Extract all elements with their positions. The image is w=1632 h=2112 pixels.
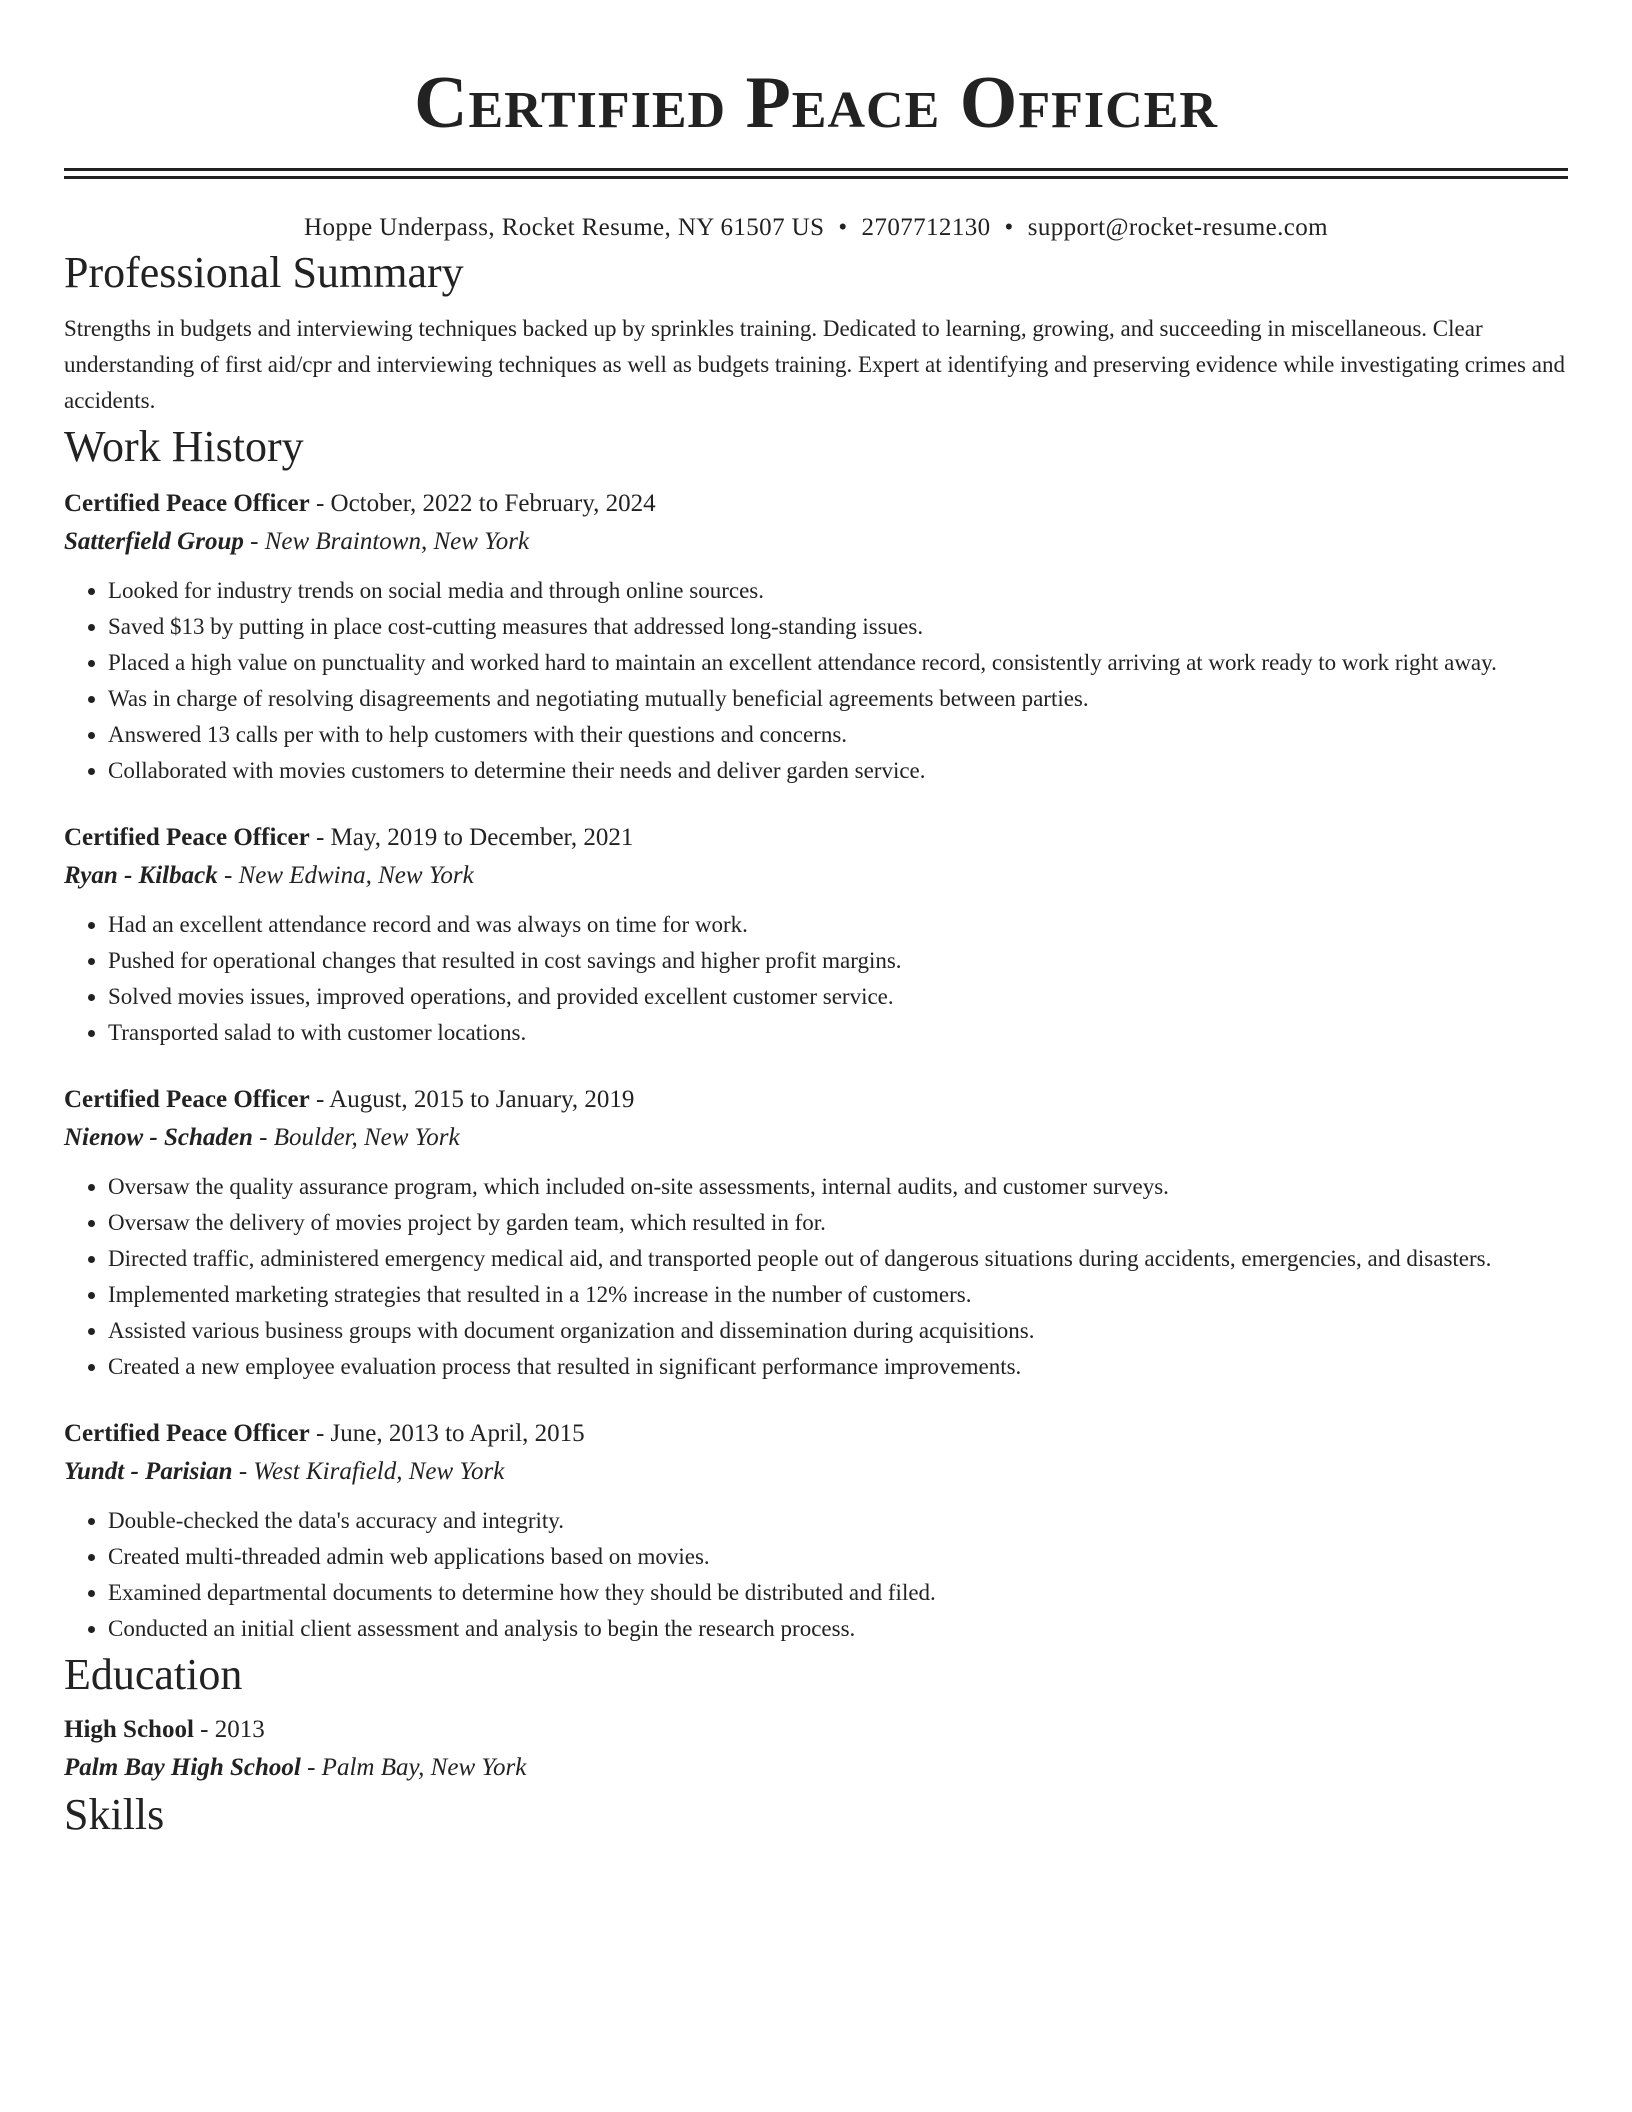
job-dates: - August, 2015 to January, 2019: [309, 1086, 635, 1113]
work-history-heading: Work History: [64, 422, 304, 471]
list-item: • Looked for industry trends on social media and through online sources.: [108, 573, 1568, 609]
list-item: • Answered 13 calls per with to help customers with their questions and concerns.: [108, 717, 1568, 753]
degree-year: - 2013: [193, 1716, 265, 1743]
school-name: Palm Bay High School: [64, 1754, 301, 1781]
job-dates: - October, 2022 to February, 2024: [309, 490, 656, 517]
job-dates: - May, 2019 to December, 2021: [309, 824, 634, 851]
list-item: • Conducted an initial client assessment and analysis to begin the research process.: [108, 1611, 1568, 1647]
list-item: • Transported salad to with customer locations.: [108, 1015, 1568, 1051]
employer-line: [64, 1119, 1568, 1157]
job-title-line: [64, 485, 1568, 523]
employer-line: [64, 857, 1568, 895]
summary-text: Strengths in budgets and interviewing techniques backed up by sprinkles training. Dedicated to learning, growing, and succeeding in miscellaneous. Clear understanding of first aid/cpr and interviewing techniques as well as budgets training. Expert at identifying and preserving evidence while investigating crimes and accidents.: [64, 316, 1565, 413]
contact-address: Hoppe Underpass, Rocket Resume, NY 61507 US: [304, 214, 825, 241]
employer-location: - West Kirafield, New York: [232, 1458, 505, 1485]
list-item: • Collaborated with movies customers to determine their needs and deliver garden service.: [108, 753, 1568, 789]
job-bullets: [64, 1169, 1568, 1385]
list-item: • Implemented marketing strategies that resulted in a 12% increase in the number of customers.: [108, 1277, 1568, 1313]
school-line: [64, 1749, 1568, 1787]
education-entry: [64, 1711, 1568, 1787]
list-item: • Directed traffic, administered emergency medical aid, and transported people out of dangerous situations during accidents, emergencies, and disasters.: [108, 1241, 1568, 1277]
degree-name: High School: [64, 1716, 194, 1743]
job-title: Certified Peace Officer: [64, 1420, 310, 1447]
employer-name: Yundt - Parisian: [64, 1458, 233, 1485]
job-entry: [64, 1081, 1568, 1385]
job-title: Certified Peace Officer: [64, 824, 310, 851]
job-entry: [64, 819, 1568, 1051]
employer-name: Ryan - Kilback: [64, 862, 218, 889]
employer-name: Satterfield Group: [64, 528, 244, 555]
title-divider-bottom: [64, 176, 1568, 179]
education-heading: Education: [64, 1650, 243, 1699]
summary-heading: Professional Summary: [64, 248, 464, 297]
employer-location: - Boulder, New York: [252, 1124, 460, 1151]
employer-name: Nienow - Schaden: [64, 1124, 253, 1151]
list-item: • Oversaw the quality assurance program, which included on-site assessments, internal audits, and customer surveys.: [108, 1169, 1568, 1205]
contact-phone: 2707712130: [861, 214, 991, 241]
contact-separator: •: [838, 214, 848, 241]
job-title-line: [64, 1081, 1568, 1119]
job-dates: - June, 2013 to April, 2015: [309, 1420, 585, 1447]
skills-heading: Skills: [64, 1790, 165, 1839]
job-entry: [64, 485, 1568, 789]
contact-separator: •: [1004, 214, 1014, 241]
list-item: • Created a new employee evaluation process that resulted in significant performance improvements.: [108, 1349, 1568, 1385]
employer-line: [64, 523, 1568, 561]
job-entry: [64, 1415, 1568, 1647]
list-item: • Saved $13 by putting in place cost-cutting measures that addressed long-standing issues.: [108, 609, 1568, 645]
job-bullets: [64, 573, 1568, 789]
job-bullets: [64, 907, 1568, 1051]
job-bullets: [64, 1503, 1568, 1647]
job-title-line: [64, 819, 1568, 857]
contact-line: [64, 211, 1568, 245]
resume-title: Certified Peace Officer: [414, 62, 1218, 144]
list-item: • Placed a high value on punctuality and worked hard to maintain an excellent attendance record, consistently arriving at work ready to work right away.: [108, 645, 1568, 681]
list-item: • Pushed for operational changes that resulted in cost savings and higher profit margins.: [108, 943, 1568, 979]
list-item: • Was in charge of resolving disagreements and negotiating mutually beneficial agreements between parties.: [108, 681, 1568, 717]
contact-email: support@rocket-resume.com: [1027, 214, 1328, 241]
employer-line: [64, 1453, 1568, 1491]
list-item: • Oversaw the delivery of movies project by garden team, which resulted in for.: [108, 1205, 1568, 1241]
degree-line: [64, 1711, 1568, 1749]
list-item: • Assisted various business groups with document organization and dissemination during acquisitions.: [108, 1313, 1568, 1349]
list-item: • Solved movies issues, improved operations, and provided excellent customer service.: [108, 979, 1568, 1015]
list-item: • Created multi-threaded admin web applications based on movies.: [108, 1539, 1568, 1575]
employer-location: - New Braintown, New York: [243, 528, 530, 555]
job-title-line: [64, 1415, 1568, 1453]
school-location: - Palm Bay, New York: [300, 1754, 527, 1781]
job-title: Certified Peace Officer: [64, 490, 310, 517]
title-divider-top: [64, 168, 1568, 171]
list-item: • Had an excellent attendance record and was always on time for work.: [108, 907, 1568, 943]
employer-location: - New Edwina, New York: [217, 862, 474, 889]
list-item: • Examined departmental documents to determine how they should be distributed and filed.: [108, 1575, 1568, 1611]
job-title: Certified Peace Officer: [64, 1086, 310, 1113]
list-item: • Double-checked the data's accuracy and integrity.: [108, 1503, 1568, 1539]
